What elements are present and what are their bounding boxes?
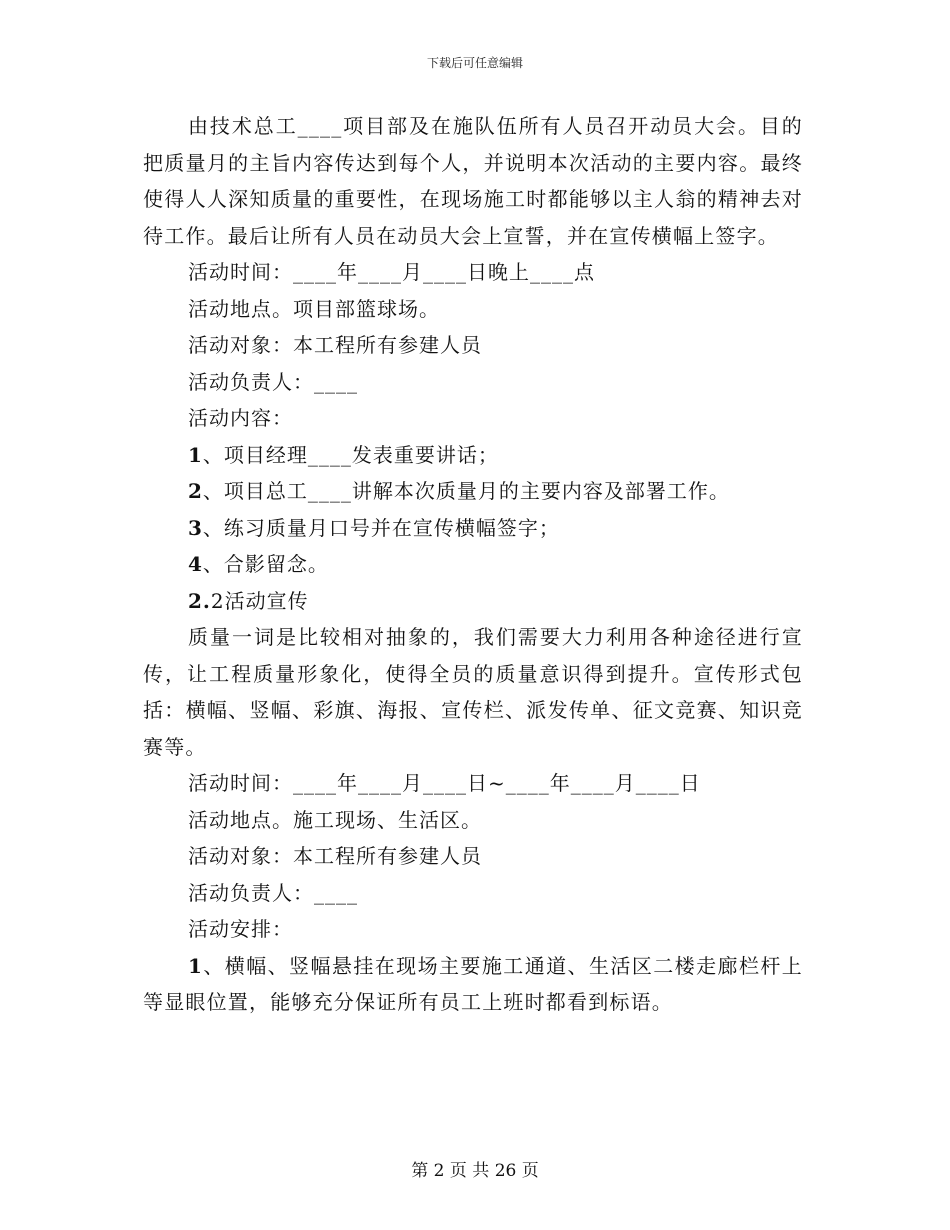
list-item-text: 、练习质量月口号并在宣传横幅签字； [202,515,560,540]
activity-arrangement-heading: 活动安排： [188,917,293,941]
activity-location-line: 活动地点。项目部篮球场。 [188,296,440,321]
section-number: 2. [188,588,211,613]
activity-location-line: 活动地点。施工现场、生活区。 [188,807,482,832]
page-footer: 第 2 页 共 26 页 [411,1161,539,1181]
list-item-number: 2 [188,479,203,503]
section-heading [143,583,803,620]
list-item-number: 3 [188,515,203,540]
paragraph-publicity: 质量一词是比较相对抽象的，我们需要大力利用各种途径进行宣传，让工程质量形象化，使得全员的质量意识得到提升。宣传形式包括：横幅、竖幅、彩旗、海报、宣传栏、派发传单、征文竞赛、知识竞赛等。 [143,625,803,759]
page-header: 下载后可任意编辑 [426,56,523,70]
activity-owner-line: 活动负责人：____ [188,880,358,905]
activity-target-line: 活动对象：本工程所有参建人员 [188,333,482,357]
list-item-number: 1 [188,953,204,978]
list-item-text: 、横幅、竖幅悬挂在现场主要施工通道、生活区二楼走廊栏杆上等显眼位置，能够充分保证所有员工上班时都看到标语。 [143,953,803,1014]
list-item-text: 、项目经理____发表重要讲话； [202,442,499,467]
list-item [143,473,803,510]
document-body [143,108,803,1021]
activity-time-line: 活动时间：____年____月____日晚上____点 [188,260,595,284]
paragraph-mobilization: 由技术总工____项目部及在施队伍所有人员召开动员大会。目的把质量月的主旨内容传达到每个人，并说明本次活动的主要内容。最终使得人人深知质量的重要性，在现场施工时都能够以主人翁的精神去对待工作。最后让所有人员在动员大会上宣誓，并在宣传横幅上签字。 [143,114,803,248]
activity-owner-line: 活动负责人：____ [188,369,358,394]
activity-target-line: 活动对象：本工程所有参建人员 [188,844,482,868]
list-item [143,510,803,547]
list-item-text: 、合影留念。 [202,552,329,576]
list-item [143,437,803,474]
activity-time-line: 活动时间：____年____月____日~____年____月____日 [188,771,701,795]
list-item [143,546,803,583]
list-item-number: 4 [188,552,203,576]
activity-content-heading: 活动内容： [188,406,293,430]
list-item [143,948,803,1021]
list-item-number: 1 [188,442,203,467]
list-item-text: 、项目总工____讲解本次质量月的主要内容及部署工作。 [202,479,730,503]
section-title: 2活动宣传 [210,588,309,613]
